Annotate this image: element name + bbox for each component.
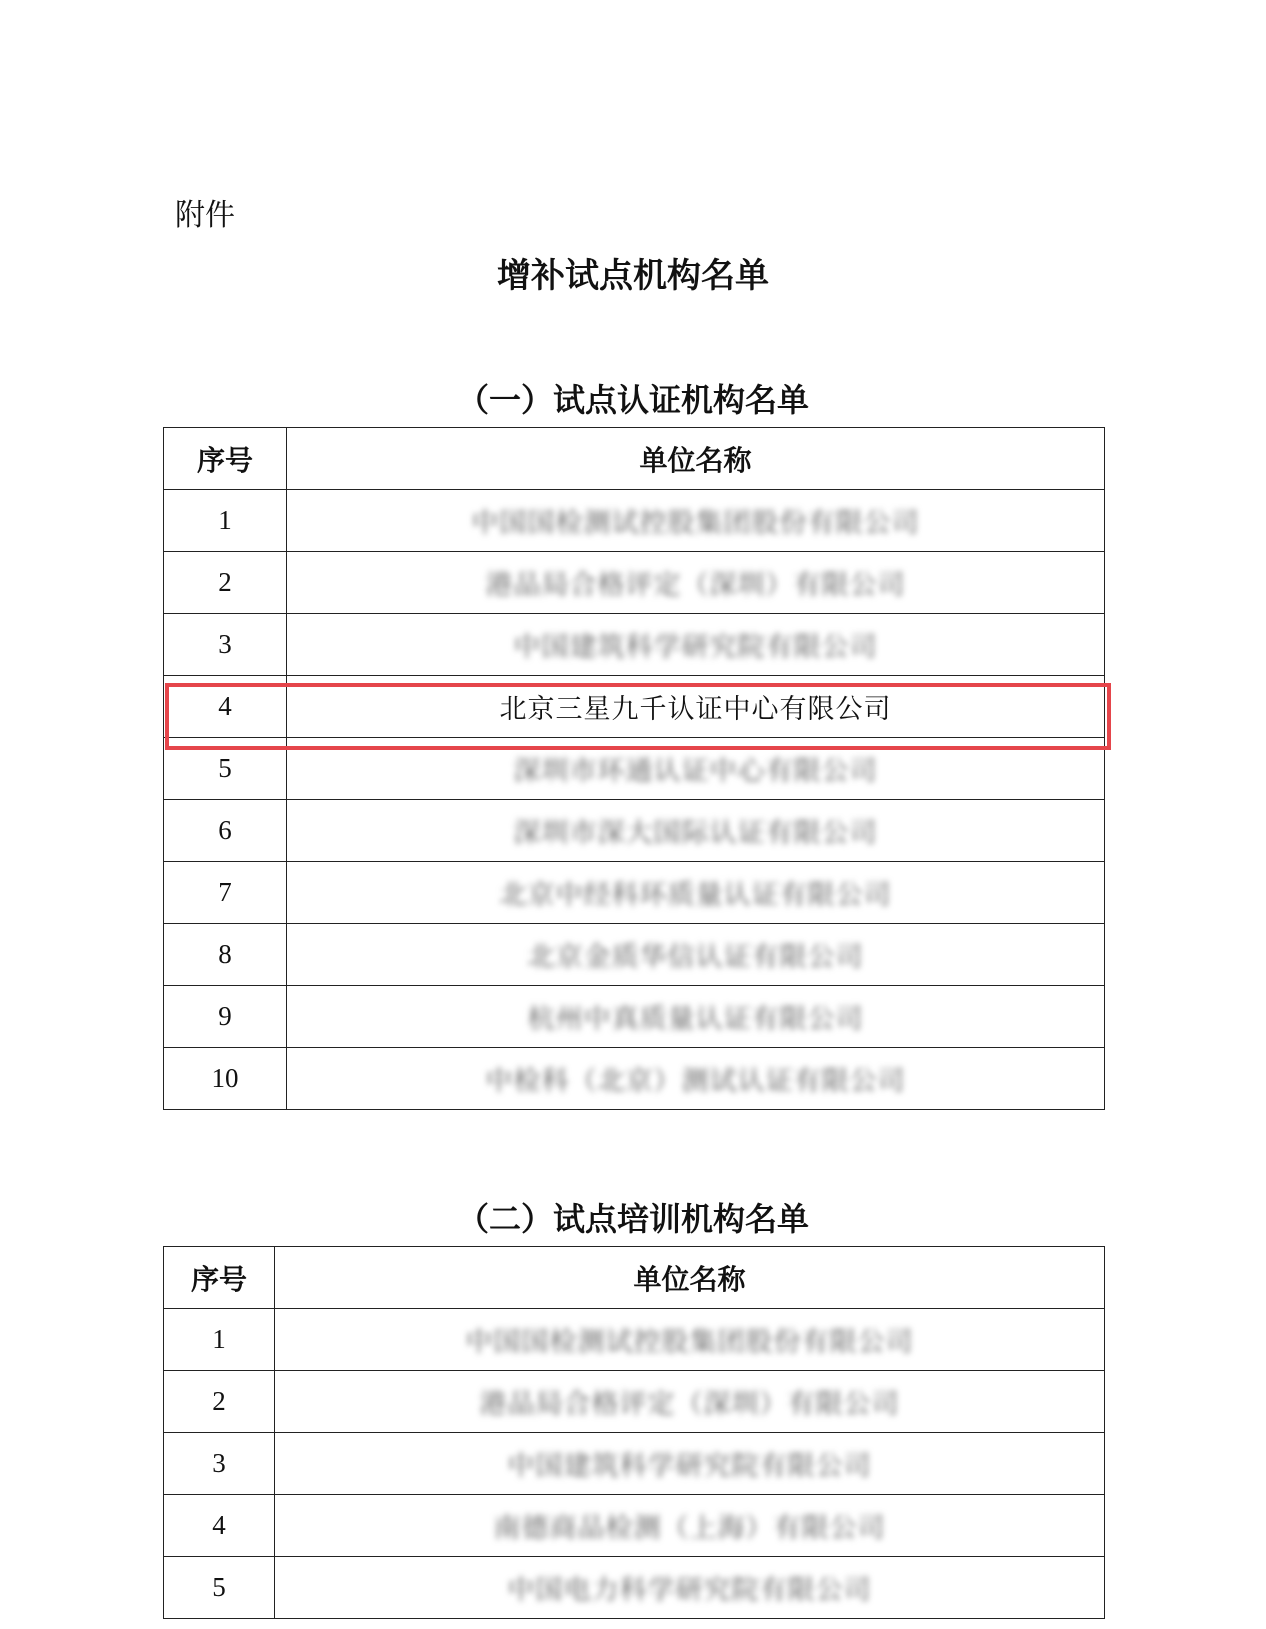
organization-name-redacted bbox=[287, 862, 1105, 924]
table-row bbox=[164, 676, 1105, 738]
table-row bbox=[164, 1433, 1105, 1495]
organization-name-text: 中检科（北京）测试认证有限公司 bbox=[485, 1066, 906, 1097]
table-row bbox=[164, 986, 1105, 1048]
organization-name bbox=[287, 676, 1105, 738]
header-name: 单位名称 bbox=[287, 428, 1105, 490]
organization-name-redacted bbox=[287, 490, 1105, 552]
organization-name-text: 深圳市环通认证中心有限公司 bbox=[513, 756, 878, 787]
row-number: 1 bbox=[164, 490, 287, 552]
organization-name-redacted bbox=[287, 1048, 1105, 1110]
row-number: 5 bbox=[164, 738, 287, 800]
organization-name-redacted bbox=[287, 738, 1105, 800]
organization-name-text: 深圳市深大国际认证有限公司 bbox=[513, 818, 878, 849]
organization-name-redacted bbox=[275, 1371, 1105, 1433]
organization-name-redacted bbox=[287, 924, 1105, 986]
organization-name-text: 中国电力科学研究院有限公司 bbox=[507, 1575, 872, 1606]
row-number: 8 bbox=[164, 924, 287, 986]
organization-name-text: 中国国检测试控股集团股份有限公司 bbox=[471, 508, 920, 539]
organization-name-redacted bbox=[275, 1309, 1105, 1371]
organization-name-redacted bbox=[287, 986, 1105, 1048]
row-number: 3 bbox=[164, 1433, 275, 1495]
header-name: 单位名称 bbox=[275, 1247, 1105, 1309]
row-number: 4 bbox=[164, 1495, 275, 1557]
row-number: 2 bbox=[164, 1371, 275, 1433]
organization-name-text: 北京金质华信认证有限公司 bbox=[527, 942, 864, 973]
header-number: 序号 bbox=[164, 1247, 275, 1309]
row-number: 9 bbox=[164, 986, 287, 1048]
training-institutions-table bbox=[163, 1246, 1105, 1619]
organization-name-text: 中国建筑科学研究院有限公司 bbox=[507, 1451, 872, 1482]
table-header-row bbox=[164, 428, 1105, 490]
table-row bbox=[164, 1371, 1105, 1433]
row-number: 5 bbox=[164, 1557, 275, 1619]
table-row bbox=[164, 490, 1105, 552]
organization-name-redacted bbox=[287, 614, 1105, 676]
table-row bbox=[164, 1557, 1105, 1619]
organization-name-redacted bbox=[287, 552, 1105, 614]
organization-name-text: 中国国检测试控股集团股份有限公司 bbox=[465, 1327, 914, 1358]
organization-name-text: 杭州中真质量认证有限公司 bbox=[527, 1004, 864, 1035]
organization-name-redacted bbox=[275, 1433, 1105, 1495]
row-number: 1 bbox=[164, 1309, 275, 1371]
document-title: 增补试点机构名单 bbox=[497, 256, 769, 296]
row-number: 10 bbox=[164, 1048, 287, 1110]
header-number: 序号 bbox=[164, 428, 287, 490]
row-number: 4 bbox=[164, 676, 287, 738]
organization-name-text: 北京中经科环质量认证有限公司 bbox=[499, 880, 892, 911]
table-row bbox=[164, 552, 1105, 614]
organization-name-redacted bbox=[275, 1495, 1105, 1557]
table-row bbox=[164, 924, 1105, 986]
table-row bbox=[164, 1309, 1105, 1371]
row-number: 2 bbox=[164, 552, 287, 614]
organization-name-text: 南德商品检测（上海）有限公司 bbox=[493, 1513, 886, 1544]
table-row bbox=[164, 862, 1105, 924]
row-number: 3 bbox=[164, 614, 287, 676]
organization-name-redacted bbox=[287, 800, 1105, 862]
table-row bbox=[164, 614, 1105, 676]
organization-name-redacted bbox=[275, 1557, 1105, 1619]
attachment-label: 附件 bbox=[175, 198, 235, 233]
table-row bbox=[164, 800, 1105, 862]
row-number: 6 bbox=[164, 800, 287, 862]
table-row bbox=[164, 1495, 1105, 1557]
table-header-row bbox=[164, 1247, 1105, 1309]
organization-name-text: 北京三星九千认证中心有限公司 bbox=[499, 694, 892, 725]
organization-name-text: 港品局合格评定（深圳）有限公司 bbox=[479, 1389, 900, 1420]
organization-name-text: 中国建筑科学研究院有限公司 bbox=[513, 632, 878, 663]
section-1-title: （一）试点认证机构名单 bbox=[456, 381, 809, 419]
section-2-title: （二）试点培训机构名单 bbox=[456, 1200, 809, 1238]
certification-institutions-table bbox=[163, 427, 1105, 1110]
row-number: 7 bbox=[164, 862, 287, 924]
table-row bbox=[164, 1048, 1105, 1110]
table-row bbox=[164, 738, 1105, 800]
organization-name-text: 港品局合格评定（深圳）有限公司 bbox=[485, 570, 906, 601]
